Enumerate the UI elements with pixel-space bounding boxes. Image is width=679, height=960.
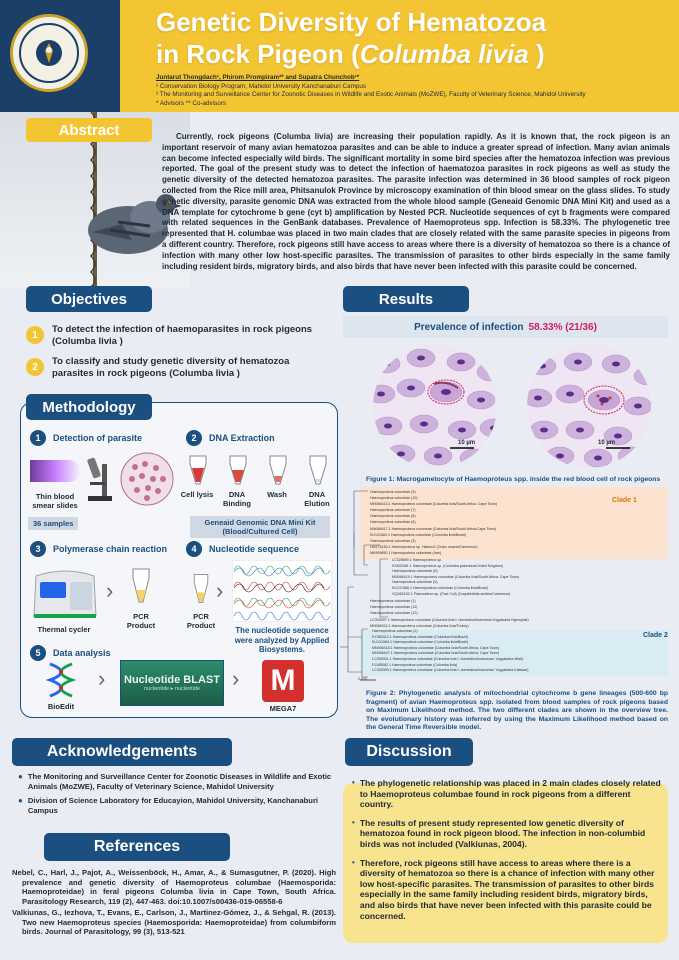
blood-smear-slide (30, 460, 80, 482)
tree-leaf: KU131586.1 Haemoproteus columbae (Columba livia/Brazil) (392, 585, 489, 590)
samples-badge: 36 samples (28, 517, 78, 530)
mega-label: MEGA7 (269, 704, 297, 713)
step-title: Data analysis (53, 648, 111, 658)
tree-leaf: Haemoproteus columbae (10) (370, 496, 418, 501)
step-1-header (30, 430, 142, 446)
discussion-item: • Therefore, rock pigeons still have access to areas where there is a diversity of hematozoa so there is a chance of infection with many other low host-specific parasites. The transmission of parasites to other birds especially in the same family including resident birds, migratory birds, and also birds that have never been infected with this parasite could be concerned. (352, 857, 655, 921)
prevalence-value: 58.33% (21/36) (528, 321, 597, 333)
tree-leaf: Haemoproteus columbae (2) (372, 629, 418, 633)
university-logo (10, 14, 88, 92)
micrograph-2 (520, 344, 658, 468)
tree-leaf: MN066418.1 Haemoproteus columbae (Columba livia/South Africa: Cape Town) (372, 645, 499, 650)
tube-icon (188, 454, 208, 486)
tree-labels-clade-2 (372, 629, 632, 674)
step-title: Detection of parasite (53, 433, 143, 443)
step-number: 3 (30, 541, 46, 557)
step-5-header (30, 645, 111, 661)
abstract-text: Currently, rock pigeons (Columba livia) are increasing their population rapidly. As it is known that, the rock pigeon is an important reservoir of many avian hematozoa parasites and can be able to induce a greater spread of infection. Many avian animals can become infected especially wild birds. The significant mortality in some bird species after the hematozoa infection was previous reported. The goal of the present study was to detect the infection of haematozoa parasites in rock pigeons as well as study the genetic diversity of the detected hematozoa parasites. The parasite infection was determined in 36 blood samples of rock pigeon collected from the Rice mill area, Phitsanulok Province by microscopy examination of thin blood smear on the glass slides. To study genetic diversity, parasite genomic DNA was extracted from the whole blood sample (Geneaid Genomic DNA Mini Kit) and used as a DNA template for cytochrome b gene (cyt b) amplification by Nested PCR. Nucleotide sequences of cyt b fragments were compared with related sequences in the GenBank databases. Prevalence of Haemoproteus spp. Infection is 58.33%. The phylogenetic tree represented that H. columbae was placed in two main clades that are closely related with the same parasite species in pigeons from a different country. Therefore, rock pigeons still have access to areas where there is a diversity of hematozoa so there is a chance of infection with many other low host-specific parasites. The transmission of parasites to other birds especially in the same family including resident birds, migratory birds, and also birds that have never been infected with this parasite could be concerned. (162, 132, 670, 271)
tree-leaf: HM175150.1 Haemoproteus sp. Haemo2 (Culex neavei/Cameroon) (370, 544, 478, 549)
tube-icon (228, 454, 248, 486)
step-4-header (186, 541, 299, 557)
pcr-product-label: PCR Product (126, 612, 156, 630)
objective-text: To classify and study genetic diversity of hematozoa parasites in rock pigeons (Columba livia ) (52, 356, 290, 379)
author-block (156, 74, 676, 108)
logo-seal (19, 23, 79, 83)
tree-leaf: LC328669.1 Haemoproteus sp. (392, 558, 442, 562)
extraction-labels (180, 490, 334, 508)
tree-leaf: FJ165082.1 Haemoproteus columbae (Columba livia) (372, 662, 458, 667)
tree-leaf: MN066413.1 Haemoproteus columbae (Columba livia/South Africa: Cape Town) (370, 502, 497, 507)
title-line-2: in Rock Pigeon (Columba livia ) (156, 39, 545, 69)
tree-leaf: LC393001.1 Haemoproteus columbae (Columba livia f. domestica/Indonesia: Yogyakarta Mlati) (372, 656, 524, 661)
step-title: Polymerase chain reaction (53, 544, 168, 554)
discussion-list (352, 778, 664, 921)
ack-item: ● The Monitoring and Surveillance Center for Zoonotic Diseases in Wildlife and Exotic Animals (MoZWE), Faculty of Veterinary Science, Mahidol University (18, 772, 332, 791)
figure-1-caption: Figure 1: Macrogametocyte of Haemoproteus spp. inside the red blood cell of rock pigeons (366, 476, 661, 483)
tube-label: DNA Elution (304, 490, 330, 508)
arrow-icon: › (216, 578, 224, 603)
chromatogram-icon (232, 560, 332, 622)
acknowledgements-list (18, 772, 336, 815)
arrow-icon: › (232, 666, 240, 691)
tree-leaf: MN066419.1 Haemoproteus columbae (Columba livia/South Africa: Cape Town) (392, 574, 519, 579)
poster-title (156, 6, 656, 70)
tree-leaf: KU131583.1 Haemoproteus columbae (Columba livia/Brazil) (370, 532, 467, 537)
advisor-note: * Advisors ** Co-advisors (156, 99, 226, 107)
objectives-list (26, 324, 326, 380)
clade-1-label: Clade 1 (612, 497, 637, 504)
prevalence-label: Prevalence of infection (414, 321, 524, 333)
arrow-icon: › (98, 666, 106, 691)
ack-item: ● Division of Science Laboratory for Educayion, Mahidol University, Kanchanaburi Campus (18, 796, 319, 815)
methodology-heading: Methodology (26, 394, 152, 420)
results-heading: Results (343, 286, 469, 312)
bullet-icon: ● (18, 796, 23, 806)
title-line-1: Genetic Diversity of Hematozoa (156, 7, 547, 37)
affiliation-1: ¹ Conservation Biology Program, Mahidol University Kanchanaburi Campus (156, 82, 366, 90)
objective-number: 2 (26, 358, 44, 376)
step-number: 2 (186, 430, 202, 446)
discussion-item: • The phylogenetic relationship was placed in 2 main clades closely related to Haemoproteus columbae found in rock pigeons from a different country. (352, 778, 661, 810)
acknowledgements-heading: Acknowledgements (12, 738, 232, 766)
reference-item: Nebel, C., Harl, J., Pajot, A., Weissenböck, H., Amar, A., & Sumasgutner, P. (2020). High prevalence and genetic diversity of Haemoproteus columbae (Haemosporida: Haemoproteidae) in feral pigeons Columba livia in Cape Town, South Africa. Parasitology Research, 119 (2), 447-463. doi:10.1007/s00436-019-06558-6 (12, 868, 336, 906)
tree-leaf: LC393097.1 Haemoproteus columbae (Columba livia f. domestica/Indonesia:Yogyakarta Ngemplak) (370, 617, 529, 622)
tree-leaf: MN066447.1 Haemoproteus columbae (Columba livia/South Africa: Cape Town) (372, 651, 499, 656)
affiliation-2: ² The Monitoring and Surveillance Center for Zoonotic Diseases in Wildlife and Exotic Animals (MoZWE), Faculty of Veterinary Science, Mahidol University (156, 91, 586, 98)
objective-number: 1 (26, 326, 44, 344)
tree-leaf: Haemoproteus columbae (8) (370, 514, 416, 519)
bullet-icon: • (352, 778, 355, 787)
references-list (12, 868, 336, 937)
microscope-icon (84, 454, 116, 502)
tree-leaf: MK909650.1 Haemoproteus columbae (Iran) (370, 550, 442, 555)
sequence-caption: The nucleotide sequence were analyzed by Applied Biosystems. (234, 626, 330, 654)
crest-icon (34, 38, 64, 68)
kit-badge: Geneaid Genomic DNA Mini Kit (Blood/Cultured Cell) (190, 516, 330, 538)
micrograph-1 (366, 344, 504, 468)
step-3-header (30, 541, 167, 557)
tree-leaf: Haemoproteus columbae (6) (370, 520, 416, 525)
bullet-icon: • (352, 857, 355, 867)
pcr-product-label: PCR Product (186, 612, 216, 630)
tree-scale-label: 0.020 (358, 677, 367, 681)
blast-subtitle: nucleotide ▸ nucleotide (144, 686, 200, 692)
tube-label: Cell lysis (180, 490, 214, 499)
blast-label: Nucleotide BLAST (124, 674, 220, 686)
blood-cells-icon (120, 452, 174, 506)
tube-label: Wash (267, 490, 287, 499)
references-heading: References (44, 833, 230, 861)
objective-item (26, 324, 326, 348)
prevalence-bar (343, 316, 668, 338)
smear-label: Thin blood smear slides (32, 492, 78, 510)
tree-labels-lower (370, 598, 620, 629)
tree-leaf: Haemoproteus columbae (3) (370, 538, 416, 543)
scale-bar-label: 10 µm (458, 440, 476, 446)
thermal-cycler-label: Thermal cycler (37, 625, 91, 634)
tree-leaf: KY983312.1 Haemoproteus columbae (Columba livia/Brazil) (372, 634, 468, 639)
tree-leaf: GQ450192.1 Plasmodium sp. (Pacl Culi) (Coquillettidia aurites/Cameroon) (392, 591, 511, 596)
bullet-icon: ● (18, 772, 23, 781)
step-number: 5 (30, 645, 46, 661)
tube-icon (268, 454, 288, 486)
tree-leaf: Haemoproteus columbae (11) (370, 605, 418, 610)
objective-item (26, 356, 326, 380)
step-number: 1 (30, 430, 46, 446)
objective-text: To detect the infection of haemoparasites in rock pigeons (Columba livia ) (52, 324, 313, 347)
tube-icon (308, 454, 328, 486)
tree-leaf: Haemoproteus columbae (6) (392, 569, 438, 574)
step-title: DNA Extraction (209, 433, 275, 443)
tree-leaf: Haemoproteus columbae (12) (370, 611, 418, 616)
step-title: Nucleotide sequence (209, 544, 300, 554)
tree-leaf: MN066417.1 Haemoproteus columbae (Columba livia/South Africa:Cape Town) (370, 526, 496, 531)
abstract-body (162, 132, 670, 272)
clade-2-label: Clade 2 (643, 632, 668, 639)
tree-leaf: Haemoproteus columbae (7) (370, 508, 416, 513)
mega-logo-icon: M (262, 660, 304, 702)
tree-leaf: Haemoproteus columbae (5) (392, 580, 438, 585)
tree-leaf: KU131584.1 Haemoproteus columbae (Columba livia/Brazil) (372, 640, 469, 645)
title-species: Columba livia (359, 39, 529, 69)
tree-leaf: Haemoproteus columbae (9) (370, 490, 416, 494)
figure-2-caption: Figure 2: Phylogenetic analysis of mitochondrial cytochrome b gene lineages (500-600 bp fragment) of avian Haemoproteus spp. isolated from blood samples of rock pigeons based on Maximum Likelihood method. The two different clades are shown in the overview tree. The evolutionary history was inferred by using the Maximum Likelihood method based on the General Time Reversible model. (366, 690, 668, 732)
pcr-tube-icon (190, 572, 212, 606)
author-names: Juntarut Thongdach¹, Phirom Prompiram²* and Supatra Chunchob¹* (156, 74, 360, 81)
tube-label: DNA Binding (223, 490, 251, 508)
reference-item: Valkiunas, G., Iezhova, T., Evans, E., Carlson, J., Martinez-Gómez, J., & Sehgal, R. (2013). Two new Haemoproteus species (Haemosporida: Haemoproteidae) from columbiform birds. Journal of Parasitology, 99 (3), 513-521 (12, 908, 336, 936)
tree-leaf: LC393009.1 Haemoproteus columbae (Columba livia f. domestica/Indonesia: Yogyakarta Kalasan) (372, 668, 529, 673)
discussion-heading: Discussion (345, 738, 473, 766)
tree-leaf: MN066024.1 Haemoproteus columbae (Columba livia/Turkey) (370, 623, 469, 628)
bioedit-label: BioEdit (47, 702, 75, 711)
pcr-tube-icon (130, 566, 152, 606)
scale-bar-label: 10 µm (598, 440, 616, 446)
blast-logo (120, 660, 224, 706)
discussion-item: • The results of present study represented low genetic diversity of hematozoa found in rock pigeon blood. The infection in non-columbid birds was not included (Valkiunas, 2004). (352, 817, 646, 849)
extraction-tubes (188, 454, 328, 486)
tree-leaf: Haemoproteus columbae (1) (370, 599, 416, 603)
step-2-header (186, 430, 275, 446)
tree-labels-mid (392, 558, 642, 597)
thermal-cycler-icon (30, 566, 100, 620)
step-number: 4 (186, 541, 202, 557)
tree-leaf: KX832081.1 Haemoproteus sp. (Columba palumbus/United Kingdom) (392, 563, 504, 568)
abstract-heading: Abstract (26, 118, 152, 142)
arrow-icon: › (106, 578, 114, 603)
bullet-icon: • (352, 817, 355, 827)
objectives-heading: Objectives (26, 286, 152, 312)
bioedit-icon (44, 662, 78, 698)
tree-labels-clade-1 (370, 489, 610, 556)
